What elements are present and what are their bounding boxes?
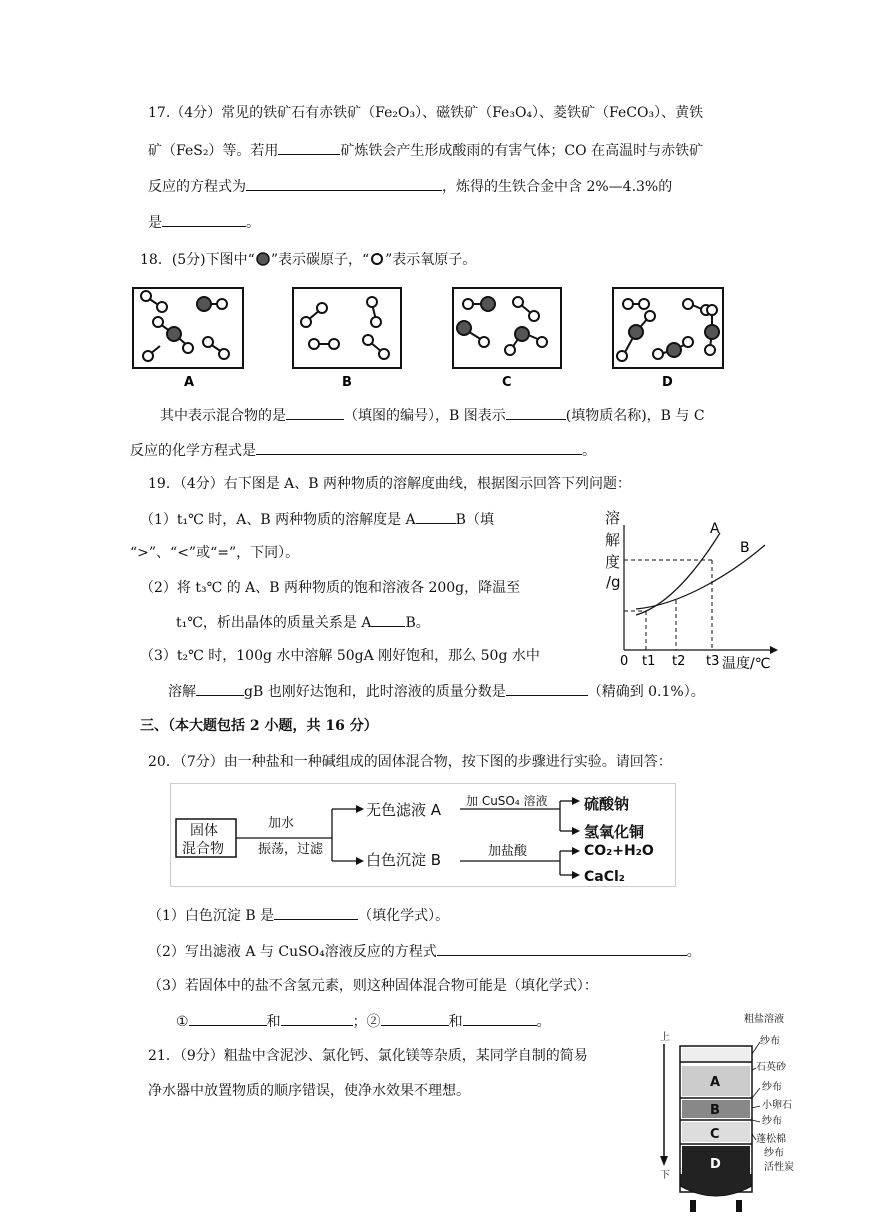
tick-label: t2: [672, 654, 686, 669]
precipitate-label: 白色沉淀 B: [366, 851, 442, 869]
filter-label: 纱布: [762, 1116, 782, 1127]
answer-blank[interactable]: [162, 212, 246, 227]
step-label: 加盐酸: [488, 844, 528, 859]
layer-label: A: [710, 1075, 721, 1090]
carbon-atom-icon: [255, 252, 271, 266]
answer-blank[interactable]: [286, 405, 344, 420]
text: gB 也刚好达饱和，此时溶液的质量分数是: [244, 684, 506, 700]
text: 矿炼铁会产生形成酸雨的有害气体；CO 在高温时与赤铁矿: [340, 143, 704, 159]
q19-p1-cont: “>”、“<”或“=”，下同）。: [130, 545, 300, 561]
q17-line4: [148, 212, 260, 233]
y-label-char: /g: [606, 573, 621, 591]
text: 矿（FeS₂）等。若用: [148, 143, 279, 159]
answer-blank[interactable]: [506, 681, 588, 696]
q19-p3-cont: [168, 681, 705, 702]
answer-blank[interactable]: [256, 440, 582, 455]
box-label-a: A: [184, 375, 195, 390]
text: 溶解: [168, 684, 196, 700]
answer-blank[interactable]: [189, 1011, 267, 1026]
step-label: 振荡，过滤: [258, 842, 324, 857]
q19-p2-cont: [176, 612, 430, 633]
q19-p2: （2）将 t₃℃ 的 A、B 两种物质的饱和溶液各 200g，降温至: [140, 580, 521, 596]
layer-label: B: [710, 1103, 720, 1118]
text: 是: [148, 215, 162, 231]
start-label: 固体: [190, 823, 218, 839]
filter-label: 活性炭: [764, 1162, 794, 1173]
text: 和: [448, 1014, 463, 1030]
text: （2）写出滤液 A 与 CuSO₄溶液反应的方程式: [148, 944, 437, 960]
tick-label: t3: [706, 654, 720, 669]
q18-line2: [160, 405, 705, 426]
q17-line2: [148, 140, 703, 161]
answer-blank[interactable]: [381, 1011, 449, 1026]
q17-line1: 17.（4分）常见的铁矿石有赤铁矿（Fe₂O₃）、磁铁矿（Fe₃O₄）、菱铁矿（FeCO₃）、黄铁: [148, 105, 704, 121]
answer-blank[interactable]: [463, 1011, 537, 1026]
flow-diagram: [170, 783, 680, 891]
q19-line1: 19．（4分）右下图是 A、B 两种物质的溶解度曲线，根据图示回答下列问题：: [148, 476, 632, 492]
text: 反应的化学方程式是: [130, 443, 256, 459]
down-label: 下: [660, 1170, 670, 1181]
q18-line1: [140, 250, 476, 270]
filter-label: 石英砂: [756, 1062, 786, 1073]
text: 和: [266, 1014, 281, 1030]
answer-blank[interactable]: [437, 941, 687, 956]
text: ”表示碳原子，“: [270, 252, 370, 268]
water-filter-figure: [652, 1010, 812, 1220]
solubility-chart: [600, 505, 790, 675]
filter-label: 小卵石: [762, 1100, 792, 1111]
q21-line2: 净水器中放置物质的顺序错误，使净水效果不理想。: [148, 1083, 470, 1099]
step-label: 加水: [268, 816, 295, 831]
q20-p4: [176, 1011, 551, 1032]
box-label-b: B: [342, 375, 352, 390]
molecule-diagram: [130, 282, 730, 392]
curve-a-label: A: [710, 521, 720, 537]
q20-p1: [148, 905, 449, 926]
y-label-char: 溶: [605, 509, 621, 527]
tick-label: t1: [642, 654, 656, 669]
text: （填图的编号），B 图表示: [344, 408, 506, 424]
text: ；②: [352, 1014, 381, 1030]
q20-line1: 20．（7分）由一种盐和一种碱组成的固体混合物，按下图的步骤进行实验。请回答：: [148, 754, 672, 770]
x-axis-label: 温度/℃: [722, 656, 771, 672]
filter-label: 粗盐溶液: [744, 1014, 784, 1025]
q20-p3: （3）若固体中的盐不含氢元素，则这种固体混合物可能是（填化学式）：: [148, 978, 598, 994]
oxygen-atom-icon: [369, 252, 385, 266]
text: ①: [176, 1014, 189, 1030]
answer-blank[interactable]: [506, 405, 566, 420]
layer-label: C: [710, 1127, 720, 1142]
y-label-char: 解: [605, 531, 621, 549]
box-label-d: D: [662, 375, 673, 390]
box-label-c: C: [502, 375, 512, 390]
answer-blank[interactable]: [416, 509, 456, 524]
q19-p3: （3）t₂℃ 时，100g 水中溶解 50gA 刚好饱和，那么 50g 水中: [140, 648, 540, 664]
q19-p1: [140, 509, 494, 530]
answer-blank[interactable]: [274, 905, 358, 920]
text: 其中表示混合物的是: [160, 408, 286, 424]
step-label: 加 CuSO₄ 溶液: [466, 794, 548, 808]
filter-label: 纱布: [760, 1036, 780, 1047]
q21-line1: 21．（9分）粗盐中含泥沙、氯化钙、氯化镁等杂质，某同学自制的简易: [148, 1048, 588, 1064]
start-label: 混合物: [182, 841, 224, 857]
layer-label: D: [710, 1157, 721, 1172]
up-label: 上: [660, 1032, 670, 1043]
text: （1）t₁℃ 时，A、B 两种物质的溶解度是 A: [140, 512, 416, 528]
filter-label: 纱布: [762, 1082, 782, 1093]
q17-line3: [148, 176, 672, 197]
text: （填化学式）。: [358, 908, 450, 924]
answer-blank[interactable]: [278, 140, 340, 155]
answer-blank[interactable]: [246, 176, 442, 191]
text: 。: [582, 443, 596, 459]
product-label: CO₂+H₂O: [584, 843, 654, 859]
text: ，炼得的生铁合金中含 2%—4.3%的: [442, 179, 673, 195]
text: 18．(5分)下图中“: [140, 252, 255, 268]
text: ”表示氧原子。: [385, 252, 477, 268]
text: 反应的方程式为: [148, 179, 246, 195]
text: B（填: [455, 512, 494, 528]
text: (填物质名称)，B 与 C: [565, 408, 705, 424]
product-label: 硫酸钠: [584, 795, 630, 813]
y-label-char: 度: [605, 553, 621, 571]
text: （1）白色沉淀 B 是: [148, 908, 275, 924]
product-label: CaCl₂: [584, 869, 625, 885]
curve-b-label: B: [740, 540, 750, 556]
answer-blank[interactable]: [196, 681, 244, 696]
q18-line3: [130, 440, 596, 461]
section-heading: 三、（本大题包括 2 小题，共 16 分）: [140, 718, 378, 734]
product-label: 氢氧化铜: [584, 823, 645, 841]
q20-p2: [148, 941, 701, 962]
text: t₁℃，析出晶体的质量关系是 A: [176, 615, 372, 631]
text: 。: [686, 944, 701, 960]
answer-blank[interactable]: [371, 612, 405, 627]
filtrate-label: 无色滤液 A: [366, 801, 442, 819]
tick-label: 0: [620, 654, 629, 669]
curve-a: [636, 533, 720, 615]
text: B。: [405, 615, 430, 631]
text: 。: [246, 215, 260, 231]
filter-label: 纱布: [764, 1148, 784, 1159]
filter-label: 蓬松棉: [756, 1134, 786, 1145]
text: 。: [536, 1014, 551, 1030]
text: （精确到 0.1%）。: [587, 684, 705, 700]
answer-blank[interactable]: [281, 1011, 353, 1026]
